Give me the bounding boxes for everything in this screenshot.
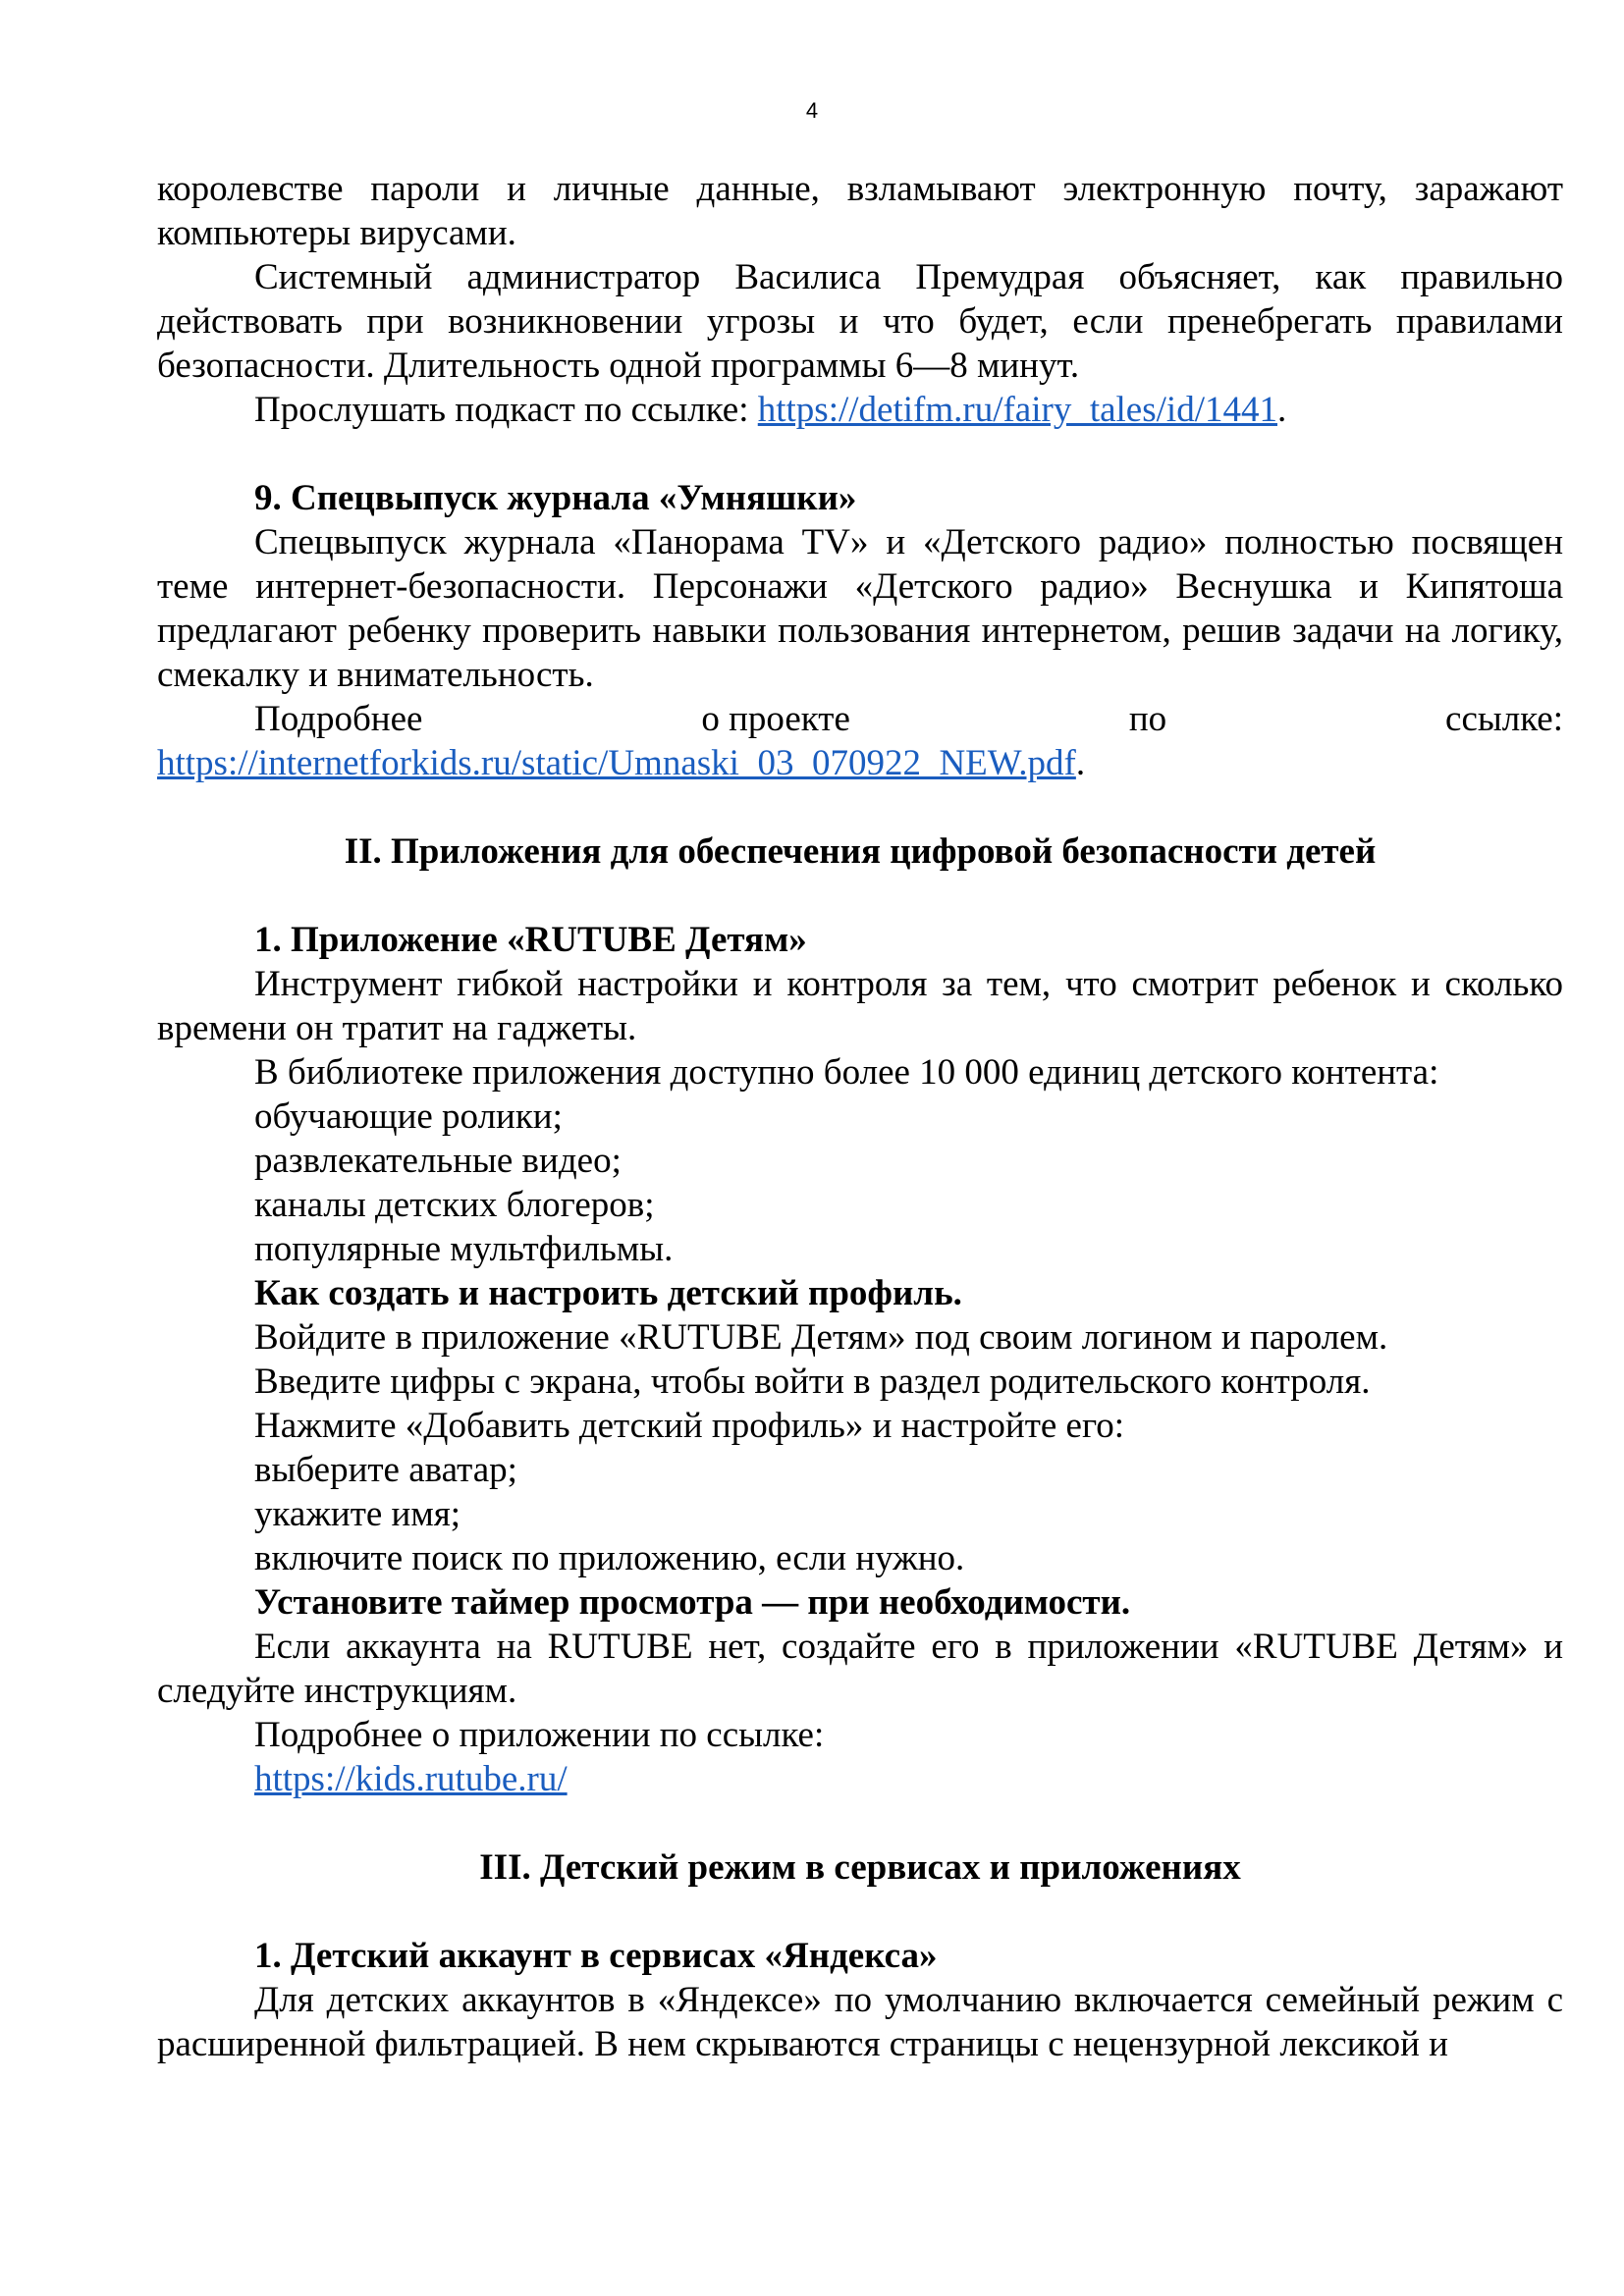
- rutube-link[interactable]: https://kids.rutube.ru/: [254, 1759, 568, 1799]
- word: о проекте: [701, 699, 850, 739]
- magazine-link[interactable]: https://internetforkids.ru/static/Umnaski_03_070922_NEW.pdf: [157, 743, 1076, 783]
- chapter-title: III. Детский режим в сервисах и приложениях: [479, 1847, 1241, 1888]
- paragraph: Спецвыпуск журнала «Панорама TV» и «Детского радио» полностью посвящен теме интернет-безопасности. Персонажи «Детского радио» Веснушка и Кипятоша предлагают ребенку проверить навыки пользования интернетом, решив задачи на логику, смекалку и внимательность.: [157, 522, 1563, 695]
- page-number: 4: [805, 98, 819, 123]
- link-suffix: .: [1075, 743, 1086, 783]
- more-info-line: [157, 697, 1563, 741]
- list-item: включите поиск по приложению, если нужно.: [254, 1538, 965, 1578]
- list-item: обучающие ролики;: [254, 1096, 563, 1137]
- word: по: [1128, 699, 1167, 739]
- podcast-link[interactable]: https://detifm.ru/fairy_tales/id/1441: [757, 390, 1277, 430]
- list-item: развлекательные видео;: [254, 1141, 622, 1181]
- rutube-link-paragraph: [157, 1757, 1563, 1801]
- chapter-title: II. Приложения для обеспечения цифровой безопасности детей: [344, 831, 1377, 872]
- word: ссылке:: [1445, 699, 1563, 739]
- paragraph: Подробнее о приложении по ссылке:: [254, 1715, 825, 1755]
- list-item: популярные мультфильмы.: [254, 1229, 674, 1269]
- step-item: Войдите в приложение «RUTUBE Детям» под своим логином и паролем.: [254, 1317, 1388, 1358]
- paragraph: Для детских аккаунтов в «Яндексе» по умолчанию включается семейный режим с расширенной фильтрацией. В нем скрываются страницы с нецензурной лексикой и: [157, 1980, 1563, 2064]
- paragraph: Инструмент гибкой настройки и контроля за тем, что смотрит ребенок и сколько времени он тратит на гаджеты.: [157, 964, 1563, 1048]
- list-item: выберите аватар;: [254, 1450, 517, 1490]
- step-item: Нажмите «Добавить детский профиль» и настройте его:: [254, 1406, 1125, 1446]
- magazine-link-paragraph: [157, 741, 1563, 785]
- section-heading: 1. Детский аккаунт в сервисах «Яндекса»: [254, 1936, 938, 1976]
- paragraph: королевстве пароли и личные данные, взламывают электронную почту, заражают компьютеры вирусами.: [157, 169, 1563, 253]
- bold-subheading: Как создать и настроить детский профиль.: [254, 1273, 962, 1313]
- section-heading: 1. Приложение «RUTUBE Детям»: [254, 920, 807, 960]
- paragraph: Системный администратор Василиса Премудрая объясняет, как правильно действовать при возникновении угрозы и что будет, если пренебрегать правилами безопасности. Длительность одной программы 6—8 минут.: [157, 257, 1563, 386]
- link-suffix: .: [1276, 390, 1287, 430]
- paragraph: В библиотеке приложения доступно более 10 000 единиц детского контента:: [254, 1052, 1439, 1093]
- paragraph: Если аккаунта на RUTUBE нет, создайте его в приложении «RUTUBE Детям» и следуйте инструкциям.: [157, 1627, 1563, 1711]
- podcast-link-paragraph: [157, 388, 1563, 432]
- list-item: каналы детских блогеров;: [254, 1185, 655, 1225]
- step-item: Введите цифры с экрана, чтобы войти в раздел родительского контроля.: [254, 1362, 1371, 1402]
- word: Подробнее: [254, 699, 423, 739]
- bold-subheading: Установите таймер просмотра — при необходимости.: [254, 1582, 1131, 1623]
- section-heading: 9. Спецвыпуск журнала «Умняшки»: [254, 478, 857, 518]
- list-item: укажите имя;: [254, 1494, 461, 1534]
- page-content: [157, 167, 1563, 2066]
- link-prefix: Прослушать подкаст по ссылке:: [254, 390, 758, 430]
